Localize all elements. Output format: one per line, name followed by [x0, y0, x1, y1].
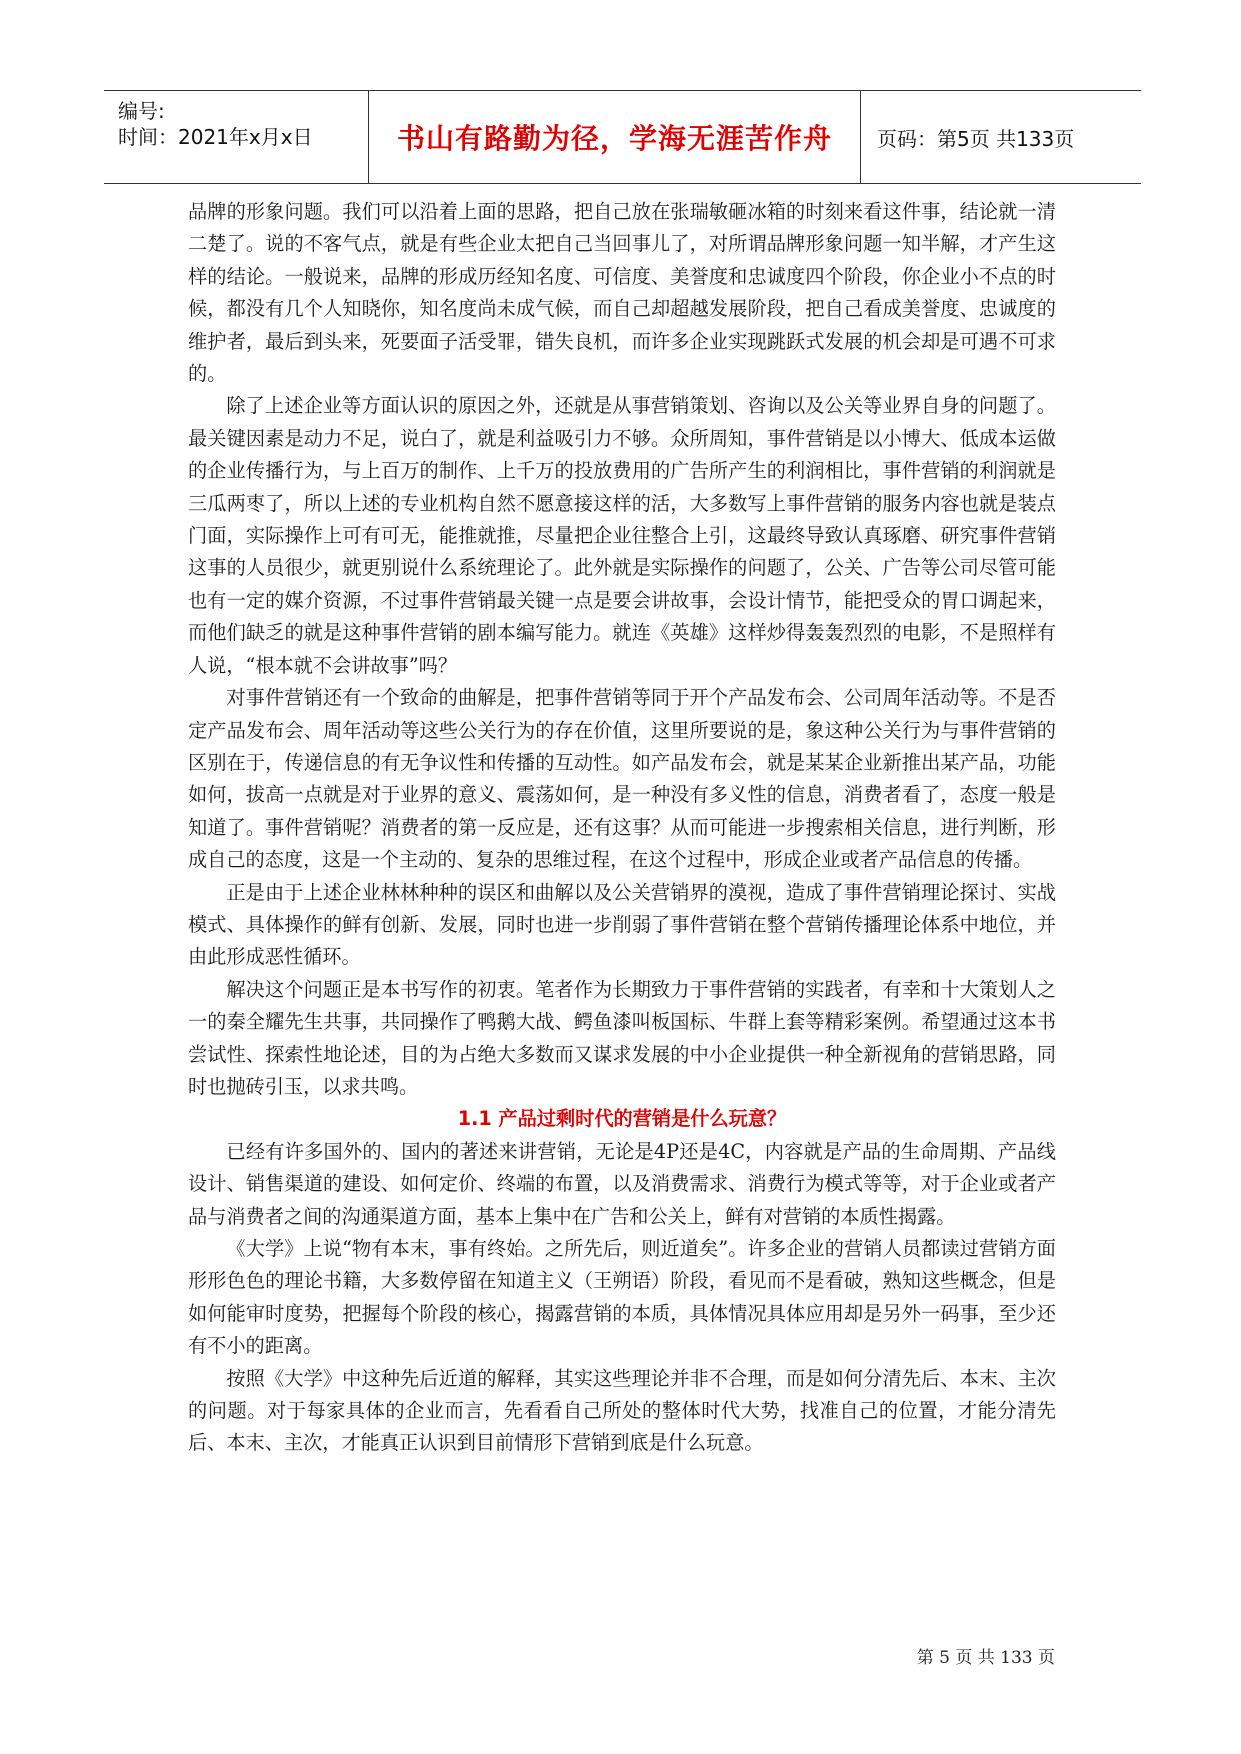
document-header: [104, 90, 1141, 184]
document-number-label: 编号:: [118, 99, 165, 123]
paragraph: 除了上述企业等方面认识的原因之外，还就是从事营销策划、咨询以及公关等业界自身的问题了。最关键因素是动力不足，说白了，就是利益吸引力不够。众所周知，事件营销是以小博大、低成本运做的企业传播行为，与上百万的制作、上千万的投放费用的广告所产生的利润相比，事件营销的利润就是三瓜两枣了，所以上述的专业机构自然不愿意接这样的活，大多数写上事件营销的服务内容也就是装点门面，实际操作上可有可无，能推就推，尽量把企业往整合上引，这最终导致认真琢磨、研究事件营销这事的人员很少，就更别说什么系统理论了。此外就是实际操作的问题了，公关、广告等公司尽管可能也有一定的媒介资源，不过事件营销最关键一点是要会讲故事，会设计情节，能把受众的胃口调起来，而他们缺乏的就是这种事件营销的剧本编写能力。就连《英雄》这样炒得轰轰烈烈的电影，不是照样有人说，“根本就不会讲故事”吗？: [188, 394, 1056, 677]
document-time-label: 时间：2021年x月x日: [118, 125, 313, 149]
paragraph: 品牌的形象问题。我们可以沿着上面的思路，把自己放在张瑞敏砸冰箱的时刻来看这件事，结论就一清二楚了。说的不客气点，就是有些企业太把自己当回事儿了，对所谓品牌形象问题一知半解，才产生这样的结论。一般说来，品牌的形成历经知名度、可信度、美誉度和忠诚度四个阶段，你企业小不点的时候，都没有几个人知晓你，知名度尚未成气候，而自己却超越发展阶段，把自己看成美誉度、忠诚度的维护者，最后到头来，死要面子活受罪，错失良机，而许多企业实现跳跃式发展的机会却是可遇不可求的。: [188, 200, 1056, 386]
header-page-info: 页码：第5页 共133页: [877, 126, 1075, 151]
header-meta: [104, 91, 369, 183]
paragraph: 按照《大学》中这种先后近道的解释，其实这些理论并非不合理，而是如何分清先后、本末、主次的问题。对于每家具体的企业而言，先看看自己所处的整体时代大势，找准自己的位置，才能分清先后、本末、主次，才能真正认识到目前情形下营销到底是什么玩意。: [188, 1366, 1056, 1455]
paragraph: 已经有许多国外的、国内的著述来讲营销，无论是4P还是4C，内容就是产品的生命周期、产品线设计、销售渠道的建设、如何定价、终端的布置，以及消费需求、消费行为模式等等，对于企业或者产品与消费者之间的沟通渠道方面，基本上集中在广告和公关上，鲜有对营销的本质性揭露。: [188, 1139, 1056, 1228]
paragraph: 解决这个问题正是本书写作的初衷。笔者作为长期致力于事件营销的实践者，有幸和十大策划人之一的秦全耀先生共事，共同操作了鸭鹅大战、鳄鱼漆叫板国标、牛群上套等精彩案例。希望通过这本书尝试性、探索性地论述，目的为占绝大多数而又谋求发展的中小企业提供一种全新视角的营销思路，同时也抛砖引玉，以求共鸣。: [188, 977, 1056, 1098]
paragraph: 《大学》上说“物有本末，事有终始。之所先后，则近道矣”。许多企业的营销人员都读过营销方面形形色色的理论书籍，大多数停留在知道主义（王朔语）阶段，看见而不是看破，熟知这些概念，但是如何能审时度势，把握每个阶段的核心，揭露营销的本质，具体情况具体应用却是另外一码事，至少还有不小的距离。: [188, 1237, 1056, 1358]
paragraph: 正是由于上述企业林林种种的误区和曲解以及公关营销界的漠视，造成了事件营销理论探讨、实战模式、具体操作的鲜有创新、发展，同时也进一步削弱了事件营销在整个营销传播理论体系中地位，并由此形成恶性循环。: [188, 880, 1056, 969]
paragraph: 对事件营销还有一个致命的曲解是，把事件营销等同于开个产品发布会、公司周年活动等。不是否定产品发布会、周年活动等这些公关行为的存在价值，这里所要说的是，象这种公关行为与事件营销的区别在于，传递信息的有无争议性和传播的互动性。如产品发布会，就是某某企业新推出某产品，功能如何，拔高一点就是对于业界的意义、震荡如何，是一种没有多义性的信息，消费者看了，态度一般是知道了。事件营销呢？消费者的第一反应是，还有这事？从而可能进一步搜索相关信息，进行判断，形成自己的态度，这是一个主动的、复杂的思维过程，在这个过程中，形成企业或者产品信息的传播。: [188, 686, 1056, 872]
page-footer: 第 5 页 共 133 页: [916, 1648, 1055, 1668]
header-motto: 书山有路勤为径，学海无涯苦作舟: [369, 91, 861, 183]
section-heading: 1.1 产品过剩时代的营销是什么玩意？: [457, 1107, 787, 1131]
document-body: [188, 196, 1056, 1460]
